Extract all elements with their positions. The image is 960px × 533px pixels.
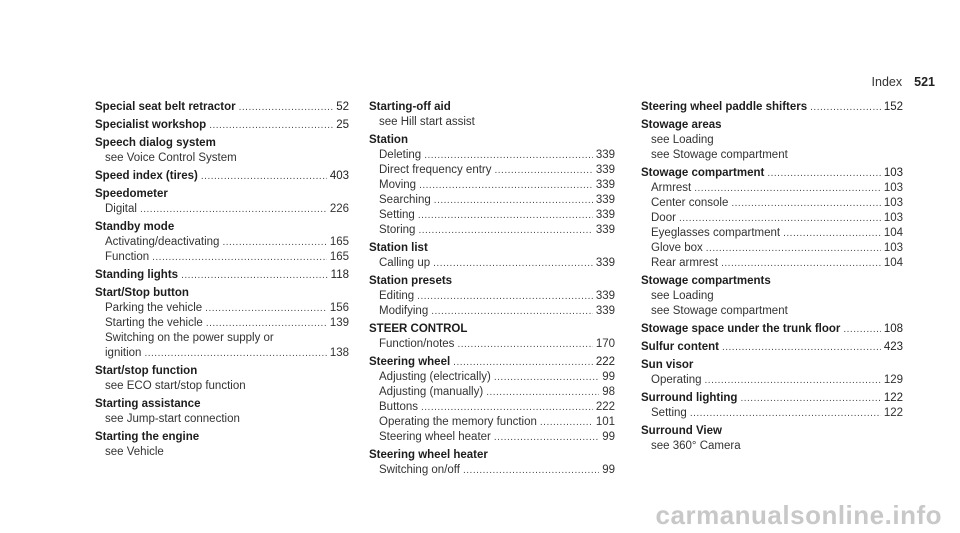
index-entry <box>95 187 349 217</box>
subentry-text: see Loading <box>651 290 714 302</box>
heading-text: Steering wheel <box>369 356 451 368</box>
index-heading <box>369 133 615 148</box>
subentry-text: Moving <box>379 179 417 191</box>
index-entry <box>641 358 903 388</box>
index-subentry <box>641 196 903 211</box>
page-ref: 222 <box>595 356 615 368</box>
page-ref: 339 <box>595 194 615 206</box>
subentry-text: Rear armrest <box>651 257 719 269</box>
subentry-text: Digital <box>105 203 137 215</box>
subentry-text: see Jump-start connection <box>105 413 240 425</box>
leader-dots <box>417 289 593 304</box>
index-subentry <box>369 193 615 208</box>
page-ref: 423 <box>883 341 903 353</box>
page-ref: 52 <box>336 101 349 113</box>
leader-dots <box>434 193 593 208</box>
index-entry <box>369 100 615 130</box>
index-subentry <box>369 400 615 415</box>
page-ref: 165 <box>329 251 349 263</box>
index-entry <box>641 100 903 115</box>
page-ref: 339 <box>595 257 615 269</box>
page-ref: 122 <box>883 392 903 404</box>
leader-dots <box>810 100 881 115</box>
heading-text: Stowage space under the trunk floor <box>641 323 841 335</box>
subentry-text: Buttons <box>379 401 418 413</box>
page-ref: 403 <box>329 170 349 182</box>
subentry-text: Switching on the power supply or <box>105 332 274 344</box>
page-ref: 118 <box>330 269 349 281</box>
heading-text: Speed index (tires) <box>95 170 198 182</box>
leader-dots <box>486 385 599 400</box>
page-ref: 339 <box>595 290 615 302</box>
heading-text: Stowage areas <box>641 119 722 131</box>
page-ref: 339 <box>595 179 615 191</box>
index-subentry <box>95 445 349 460</box>
subentry-text: Storing <box>379 224 416 236</box>
index-heading <box>641 166 903 181</box>
subentry-text: ignition <box>105 347 142 359</box>
subentry-text: Eyeglasses compartment <box>651 227 781 239</box>
page-ref: 122 <box>883 407 903 419</box>
index-heading <box>369 322 615 337</box>
index-entry <box>641 118 903 163</box>
index-entry <box>641 322 903 337</box>
index-subentry <box>95 331 349 346</box>
heading-text: Start/Stop button <box>95 287 189 299</box>
subentry-text: Editing <box>379 290 415 302</box>
leader-dots <box>431 304 593 319</box>
subentry-text: Starting the vehicle <box>105 317 203 329</box>
index-subentry <box>369 163 615 178</box>
index-subentry <box>369 289 615 304</box>
subentry-text: see ECO start/stop function <box>105 380 246 392</box>
heading-text: Steering wheel heater <box>369 449 488 461</box>
index-column-1 <box>95 100 349 463</box>
index-entry <box>95 100 349 115</box>
leader-dots <box>495 163 593 178</box>
index-subentry <box>641 304 903 319</box>
heading-text: Station list <box>369 242 428 254</box>
index-heading <box>641 391 903 406</box>
heading-text: STEER CONTROL <box>369 323 468 335</box>
page-ref: 104 <box>883 227 903 239</box>
index-entry <box>95 118 349 133</box>
page-ref: 103 <box>883 182 903 194</box>
heading-text: Specialist workshop <box>95 119 207 131</box>
index-entry <box>95 169 349 184</box>
index-heading <box>369 448 615 463</box>
index-subentry <box>641 148 903 163</box>
index-heading <box>95 430 349 445</box>
subentry-text: Steering wheel heater <box>379 431 491 443</box>
index-entry <box>369 355 615 445</box>
index-heading <box>641 358 903 373</box>
subentry-text: see Vehicle <box>105 446 164 458</box>
index-subentry <box>641 373 903 388</box>
leader-dots <box>494 370 599 385</box>
index-subentry <box>95 346 349 361</box>
leader-dots <box>181 268 328 283</box>
leader-dots <box>433 256 593 271</box>
leader-dots <box>706 241 881 256</box>
page-ref: 222 <box>595 401 615 413</box>
heading-text: Starting assistance <box>95 398 201 410</box>
subentry-text: see Hill start assist <box>379 116 475 128</box>
index-entry <box>95 286 349 361</box>
index-entry <box>369 241 615 271</box>
index-subentry <box>641 226 903 241</box>
page-number: 521 <box>914 75 935 89</box>
index-subentry <box>641 289 903 304</box>
leader-dots <box>705 373 881 388</box>
page-ref: 103 <box>883 167 903 179</box>
index-subentry <box>641 211 903 226</box>
subentry-text: Door <box>651 212 676 224</box>
leader-dots <box>201 169 327 184</box>
leader-dots <box>424 148 593 163</box>
index-column-3 <box>641 100 903 457</box>
leader-dots <box>767 166 880 181</box>
header-label: Index <box>871 75 903 89</box>
index-subentry <box>95 250 349 265</box>
index-subentry <box>369 178 615 193</box>
page-ref: 99 <box>602 371 615 383</box>
index-entry <box>369 322 615 352</box>
heading-text: Starting the engine <box>95 431 200 443</box>
index-subentry <box>369 304 615 319</box>
leader-dots <box>418 223 592 238</box>
subentry-text: Glove box <box>651 242 703 254</box>
index-subentry <box>369 385 615 400</box>
leader-dots <box>679 211 881 226</box>
index-entry <box>369 274 615 319</box>
index-entry <box>95 268 349 283</box>
page-ref: 339 <box>595 209 615 221</box>
page-ref: 98 <box>602 386 615 398</box>
index-subentry <box>369 256 615 271</box>
index-subentry <box>369 115 615 130</box>
leader-dots <box>419 178 593 193</box>
heading-text: Special seat belt retractor <box>95 101 236 113</box>
index-subentry <box>369 148 615 163</box>
page-header <box>872 75 935 89</box>
heading-text: Surround View <box>641 425 722 437</box>
subentry-text: Direct frequency entry <box>379 164 492 176</box>
index-heading <box>641 274 903 289</box>
heading-text: Stowage compartments <box>641 275 771 287</box>
subentry-text: Activating/deactivating <box>105 236 220 248</box>
subentry-text: see 360° Camera <box>651 440 741 452</box>
page-ref: 339 <box>595 149 615 161</box>
index-column-2 <box>369 100 615 481</box>
leader-dots <box>690 406 881 421</box>
subentry-text: Operating <box>651 374 702 386</box>
subentry-text: Modifying <box>379 305 429 317</box>
leader-dots <box>152 250 327 265</box>
index-subentry <box>95 412 349 427</box>
index-subentry <box>641 241 903 256</box>
index-subentry <box>641 406 903 421</box>
index-heading <box>95 220 349 235</box>
index-heading <box>95 100 349 115</box>
subentry-text: Function <box>105 251 150 263</box>
index-heading <box>95 268 349 283</box>
page-ref: 139 <box>329 317 349 329</box>
subentry-text: Armrest <box>651 182 692 194</box>
page-ref: 103 <box>883 197 903 209</box>
subentry-text: see Voice Control System <box>105 152 237 164</box>
subentry-text: Adjusting (manually) <box>379 386 484 398</box>
page-ref: 129 <box>883 374 903 386</box>
index-heading <box>95 169 349 184</box>
heading-text: Starting-off aid <box>369 101 451 113</box>
leader-dots <box>843 322 880 337</box>
index-subentry <box>641 439 903 454</box>
leader-dots <box>540 415 593 430</box>
index-subentry <box>369 430 615 445</box>
heading-text: Surround lighting <box>641 392 738 404</box>
leader-dots <box>731 196 880 211</box>
leader-dots <box>783 226 881 241</box>
index-subentry <box>369 370 615 385</box>
index-entry <box>641 274 903 319</box>
index-subentry <box>95 316 349 331</box>
index-entry <box>95 397 349 427</box>
leader-dots <box>209 118 333 133</box>
page-ref: 101 <box>595 416 615 428</box>
page-ref: 339 <box>595 305 615 317</box>
leader-dots <box>239 100 334 115</box>
page-ref: 99 <box>602 464 615 476</box>
index-subentry <box>641 256 903 271</box>
subentry-text: see Stowage compartment <box>651 149 788 161</box>
subentry-text: Searching <box>379 194 431 206</box>
heading-text: Speech dialog system <box>95 137 216 149</box>
leader-dots <box>205 301 327 316</box>
subentry-text: Operating the memory function <box>379 416 537 428</box>
index-heading <box>369 355 615 370</box>
index-entry <box>95 364 349 394</box>
index-entry <box>95 430 349 460</box>
index-heading <box>641 322 903 337</box>
index-subentry <box>641 133 903 148</box>
subentry-text: Switching on/off <box>379 464 460 476</box>
index-heading <box>95 364 349 379</box>
leader-dots <box>463 463 599 478</box>
subentry-text: Parking the vehicle <box>105 302 203 314</box>
leader-dots <box>457 337 592 352</box>
index-heading <box>95 118 349 133</box>
index-heading <box>95 286 349 301</box>
watermark: carmanualsonline.info <box>655 500 942 530</box>
leader-dots <box>222 235 326 250</box>
leader-dots <box>206 316 327 331</box>
index-heading <box>369 241 615 256</box>
leader-dots <box>418 208 593 223</box>
page-ref: 103 <box>883 212 903 224</box>
index-subentry <box>369 415 615 430</box>
page-ref: 339 <box>595 224 615 236</box>
index-heading <box>95 187 349 202</box>
leader-dots <box>144 346 326 361</box>
index-entry <box>641 391 903 421</box>
index-heading <box>95 136 349 151</box>
index-subentry <box>369 463 615 478</box>
heading-text: Steering wheel paddle shifters <box>641 101 808 113</box>
page-ref: 152 <box>883 101 903 113</box>
page-ref: 108 <box>883 323 903 335</box>
index-entry <box>95 220 349 265</box>
leader-dots <box>740 391 880 406</box>
index-subentry <box>95 235 349 250</box>
leader-dots <box>421 400 593 415</box>
page-ref: 170 <box>595 338 615 350</box>
subentry-text: Adjusting (electrically) <box>379 371 491 383</box>
index-subentry <box>641 181 903 196</box>
page-ref: 339 <box>595 164 615 176</box>
index-subentry <box>95 151 349 166</box>
index-subentry <box>369 337 615 352</box>
index-heading <box>641 118 903 133</box>
heading-text: Station <box>369 134 408 146</box>
page-ref: 103 <box>883 242 903 254</box>
leader-dots <box>694 181 881 196</box>
leader-dots <box>494 430 599 445</box>
index-subentry <box>95 202 349 217</box>
index-heading <box>369 274 615 289</box>
heading-text: Sun visor <box>641 359 694 371</box>
page-ref: 99 <box>602 431 615 443</box>
index-entry <box>95 136 349 166</box>
page-ref: 165 <box>329 236 349 248</box>
index-heading <box>641 424 903 439</box>
subentry-text: Function/notes <box>379 338 455 350</box>
leader-dots <box>722 340 881 355</box>
heading-text: Start/stop function <box>95 365 198 377</box>
page-ref: 25 <box>336 119 349 131</box>
index-entry <box>369 448 615 478</box>
index-entry <box>641 424 903 454</box>
index-heading <box>369 100 615 115</box>
heading-text: Station presets <box>369 275 453 287</box>
heading-text: Standby mode <box>95 221 175 233</box>
page-ref: 156 <box>329 302 349 314</box>
index-heading <box>641 100 903 115</box>
subentry-text: see Loading <box>651 134 714 146</box>
leader-dots <box>140 202 327 217</box>
index-subentry <box>369 223 615 238</box>
page-ref: 104 <box>883 257 903 269</box>
page-ref: 138 <box>329 347 349 359</box>
heading-text: Stowage compartment <box>641 167 765 179</box>
index-entry <box>641 340 903 355</box>
page-ref: 226 <box>329 203 349 215</box>
heading-text: Speedometer <box>95 188 168 200</box>
subentry-text: Setting <box>379 209 415 221</box>
subentry-text: see Stowage compartment <box>651 305 788 317</box>
leader-dots <box>721 256 881 271</box>
heading-text: Sulfur content <box>641 341 719 353</box>
index-subentry <box>95 301 349 316</box>
heading-text: Standing lights <box>95 269 179 281</box>
subentry-text: Calling up <box>379 257 431 269</box>
index-subentry <box>369 208 615 223</box>
subentry-text: Deleting <box>379 149 422 161</box>
index-entry <box>641 166 903 271</box>
leader-dots <box>453 355 593 370</box>
subentry-text: Setting <box>651 407 687 419</box>
index-heading <box>641 340 903 355</box>
subentry-text: Center console <box>651 197 729 209</box>
index-subentry <box>95 379 349 394</box>
index-entry <box>369 133 615 238</box>
index-heading <box>95 397 349 412</box>
